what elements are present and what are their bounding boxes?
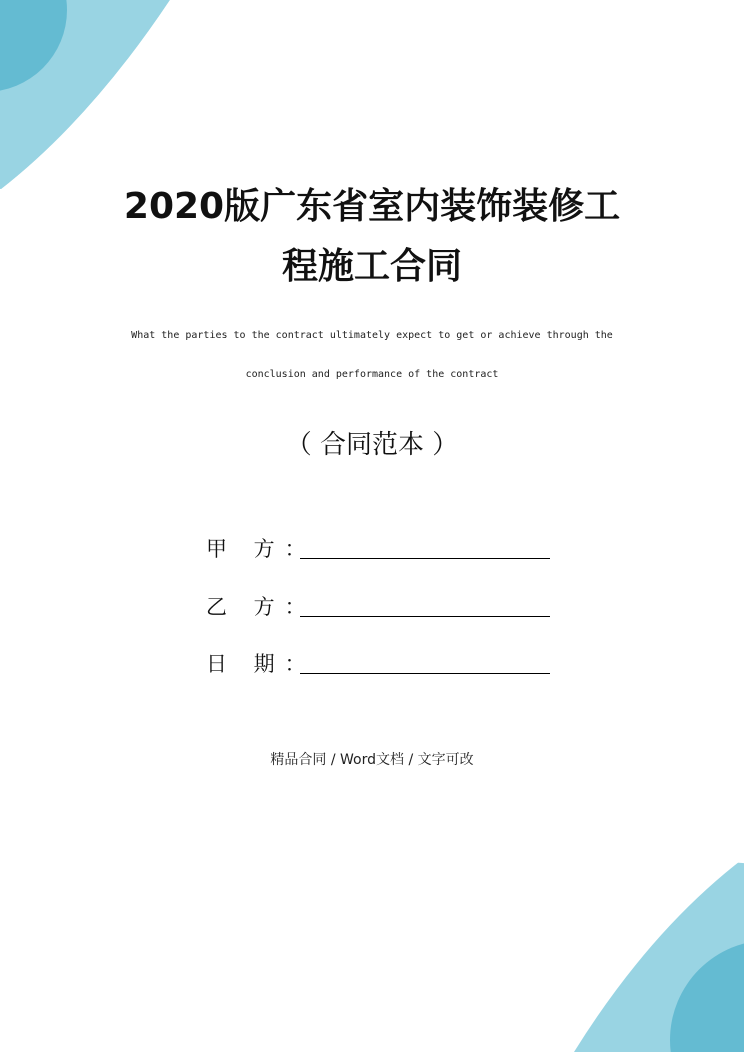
english-subtitle-line-1: What the parties to the contract ultimately expect to get or achieve through the	[131, 330, 613, 341]
party-b-blank-line[interactable]	[300, 616, 550, 617]
document-title-line-2: 程施工合同	[281, 246, 462, 287]
template-label: （ 合同范本 ）	[285, 430, 459, 460]
party-b-label: 乙 方：	[206, 595, 316, 619]
footer-note: 精品合同 / Word文档 / 文字可改	[270, 752, 474, 768]
document-title-line-1: 2020版广东省室内装饰装修工	[123, 186, 621, 227]
date-blank-line[interactable]	[300, 673, 550, 674]
date-label: 日 期：	[206, 652, 316, 676]
party-a-label: 甲 方：	[206, 537, 316, 561]
party-a-blank-line[interactable]	[300, 558, 550, 559]
english-subtitle-line-2: conclusion and performance of the contract	[245, 369, 499, 380]
